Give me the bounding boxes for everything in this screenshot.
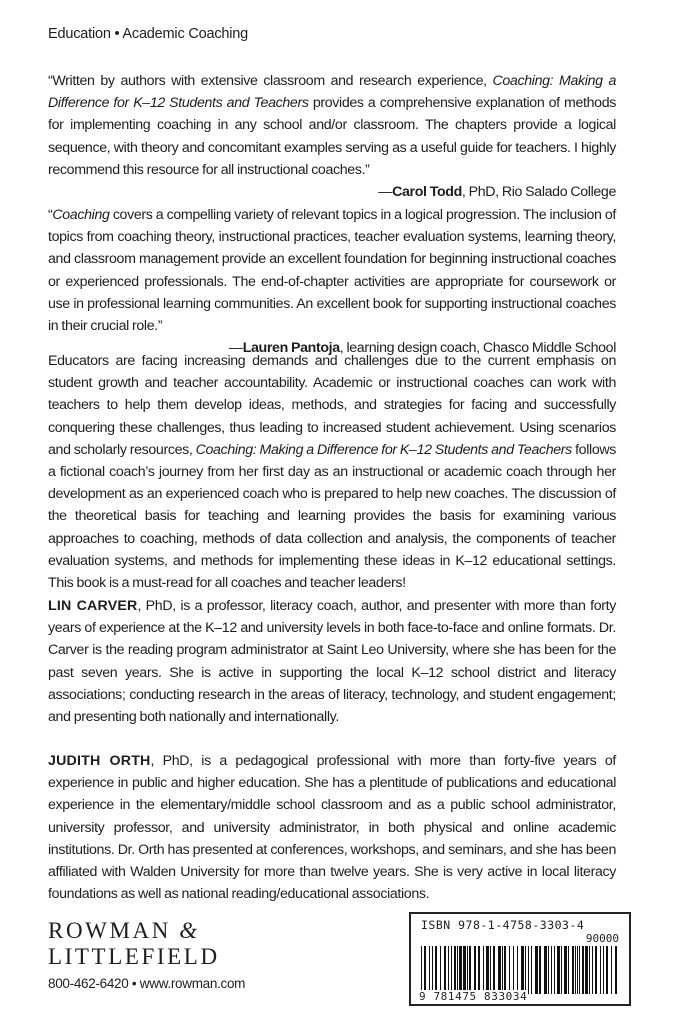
barcode-bar (592, 946, 593, 994)
category-label: Education • Academic Coaching (48, 26, 248, 42)
endorser-name: Lauren Pantoja (242, 340, 340, 357)
barcode-bar (611, 946, 612, 994)
barcode-bar (606, 946, 608, 994)
barcode-bar (467, 946, 468, 994)
isbn-barcode (409, 912, 631, 1006)
author-bio-carver (48, 595, 616, 728)
barcode-bar (498, 946, 501, 994)
barcode-bar (435, 946, 437, 994)
barcode-bar (548, 946, 549, 994)
barcode-bar (544, 946, 547, 994)
publisher-contact: 800-462-6420 • www.rowman.com (48, 976, 246, 991)
author-name: JUDITH ORTH (48, 753, 151, 769)
quote-text: covers a compelling variety of relevant topics in a logical progression. The inclusion of topics from coaching theory, instructional practices, teacher evaluation systems, learning theory, and classroom management provide an excellent foundation for beginning instructional coaches or experienced professionals. The end-of-chapter activities are appropriate for coursework or use in professional learning communities. An excellent book for supporting instructional coaches in their crucial role.” (48, 207, 616, 335)
barcode-bar (528, 946, 529, 994)
endorser-affiliation: , learning design coach, Chasco Middle School (339, 340, 616, 357)
barcode-bar (483, 946, 484, 994)
barcode-bar (600, 946, 601, 994)
endorser-name: Carol Todd (392, 184, 462, 201)
quote-attribution: —Lauren Pantoja, learning design coach, Chasco Middle School (228, 340, 616, 357)
barcode-bar (451, 946, 452, 994)
barcode-bar (478, 946, 480, 994)
barcode-bar (457, 946, 458, 994)
barcode-bar (595, 946, 597, 994)
author-bio-text: , PhD, is a pedagogical professional with more than forty-five years of experience in public and higher education. She has a plentitude of publications and educational experience in the elementary/middle school classroom and as a public school administrator, university professor, and university administrator, in both physical and online academic institutions. Dr. Orth has presented at conferences, workshops, and seminars, and she has been affiliated with Walden University for more than twelve years. She is very active in local literacy foundations as well as national reading/educational associations. (48, 753, 616, 903)
barcode-bar (568, 946, 569, 994)
barcode-bar (490, 946, 491, 994)
barcode-bar (432, 946, 433, 994)
barcode-bar (525, 946, 526, 994)
barcode-bar (582, 946, 584, 994)
barcode-bar (421, 946, 422, 994)
barcode-bar (440, 946, 441, 994)
endorsement-quote-1 (48, 70, 616, 203)
barcode-bar (469, 946, 471, 994)
barcode-bar (557, 946, 560, 994)
barcode-bar (572, 946, 574, 994)
barcode-bar (486, 946, 489, 994)
barcode-bar (603, 946, 604, 994)
quote-text-continued: provides a comprehensive explanation of methods for implementing coaching in any school and/or classroom. The chapters provide a logical sequence, with theory and concomitant examples serving as a useful guide for teachers. I highly recommend this resource for all instructional coaches.” (48, 95, 616, 178)
barcode-bar (424, 946, 426, 994)
barcode-bar (448, 946, 449, 994)
endorsement-quote-2: “Coaching covers a compelling variety of relevant topics in a logical progression. The inclusion of topics from coaching theory, instructional practices, teacher evaluation systems, learning theory, and classroom management provide an excellent foundation for beginning instructional coaches or experienced professionals. The end-of-chapter activities are appropriate for coursework or use in professional learning communities. An excellent book for supporting instructional coaches in their crucial role.” —Lauren Pantoja, learning design coach, Chasco Middle School (48, 204, 616, 359)
barcode-bar (551, 946, 552, 994)
barcode-bar (615, 946, 617, 994)
barcode-bar (454, 946, 456, 994)
barcode-bar (589, 946, 590, 994)
barcode-bar (577, 946, 578, 994)
author-bio-text: , PhD, is a professor, literacy coach, author, and presenter with more than forty years of experience at the K–12 and university levels in both face-to-face and online formats. Dr. Carver is the reading program administrator at Saint Leo University, where she has been for the past seven years. She is active in supporting the local K–12 school district and literacy associations; conducting research in the areas of literacy, technology, and student engagement; and presenting both nationally and internationally. (48, 598, 616, 726)
author-name: LIN CARVER (48, 598, 138, 614)
barcode-number: 9 781475 833034 (419, 990, 528, 1003)
barcode-bar (504, 946, 506, 994)
barcode-bar (539, 946, 541, 994)
book-title: Coaching: Making a Difference for K–12 Students and Teachers (195, 441, 572, 458)
book-description: Educators are facing increasing demands and challenges due to the current emphasis on student growth and teacher accountability. Academic or instructional coaches can work with teachers to help them develop ideas, methods, and strategies for facing and successfully conquering these challenges, thus leading to increased student achievement. Using scenarios and scholarly resources, Coaching: Making a Difference for K–12 Students and Teachers follows a fictional coach’s journey from her first day as an instructional or academic coach through her development as an experienced coach who is prepared to help new coaches. The discussion of the theoretical basis for teaching and learning provides the basis for examining various approaches to coaching, methods of data collection and analysis, the components of teacher evaluation systems, and methods for implementing these ideas in K–12 educational settings. This book is a must-read for all coaches and teacher leaders! (48, 353, 616, 592)
publisher-logo: ROWMAN & LITTLEFIELD (48, 918, 220, 969)
barcode-bar (575, 946, 576, 994)
barcode-bar (585, 946, 588, 994)
barcode-bar (531, 946, 532, 994)
barcode-bar (493, 946, 495, 994)
quote-attribution: —Carol Todd, PhD, Rio Salado College (378, 184, 616, 201)
endorser-affiliation: , PhD, Rio Salado College (461, 184, 616, 201)
book-title: Coaching: Making a Difference for K–12 Students and Teachers (48, 73, 616, 112)
barcode-bar (579, 946, 580, 994)
barcode-bar (459, 946, 462, 994)
barcode-bar (554, 946, 555, 994)
price-code: 90000 (585, 932, 619, 945)
barcode-bar (444, 946, 446, 994)
barcode-bar (535, 946, 538, 994)
barcode-bar (513, 946, 514, 994)
barcode-bar (517, 946, 518, 994)
barcode-bar (561, 946, 562, 994)
barcode-bar (509, 946, 510, 994)
barcode-bars (419, 946, 623, 994)
barcode-bar (564, 946, 567, 994)
barcode-bar (463, 946, 466, 994)
book-title: Coaching (52, 207, 110, 223)
barcode-bar (474, 946, 476, 994)
barcode-bar (521, 946, 524, 994)
barcode-bar (429, 946, 430, 994)
isbn-number: ISBN 978-1-4758-3303-4 (421, 918, 585, 932)
quote-text: “Written by authors with extensive classroom and research experience, (48, 73, 493, 89)
barcode-bar (502, 946, 503, 994)
author-bio-orth (48, 750, 616, 905)
